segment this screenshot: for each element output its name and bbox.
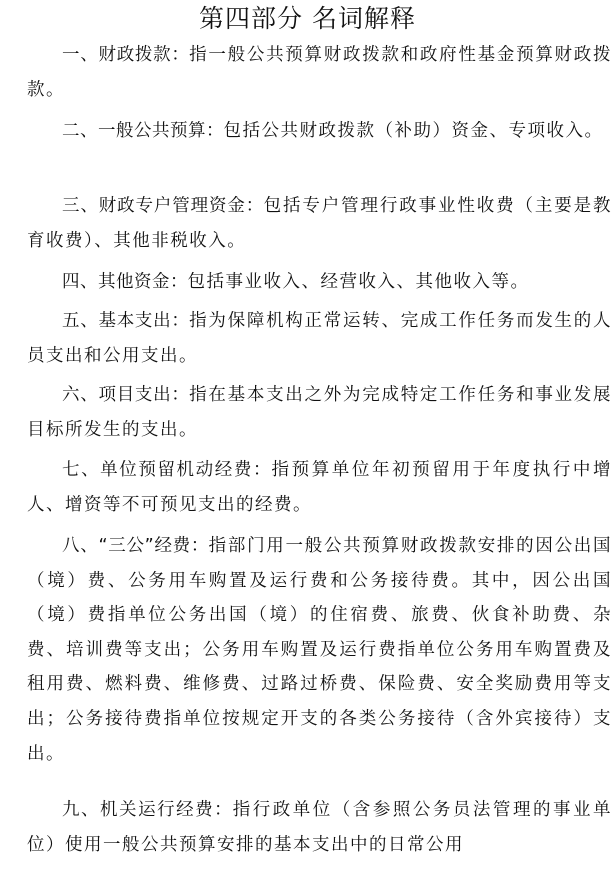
definition-entry-3 xyxy=(27,189,612,258)
entry-definition: 包括事业收入、经营收入、其他收入等。 xyxy=(187,272,530,292)
page-title: 第四部分 名词解释 xyxy=(199,4,416,33)
definition-entry-4 xyxy=(27,265,612,300)
entry-term: 八、“三公”经费 xyxy=(62,536,191,556)
entry-separator: ： xyxy=(171,45,190,65)
entry-separator: ： xyxy=(171,311,190,331)
definition-entry-1 xyxy=(27,38,612,107)
entry-term: 一、财政拨款 xyxy=(62,45,172,65)
definition-entry-6 xyxy=(27,378,612,447)
entry-separator: ： xyxy=(206,121,224,141)
entry-separator: ： xyxy=(170,272,188,292)
entry-separator: ： xyxy=(245,196,264,216)
entry-separator: ： xyxy=(252,460,272,480)
definition-entry-8 xyxy=(27,529,612,771)
entry-definition: 指为保障机构正常运转、完成工作任务而发生的人员支出和公用支出。 xyxy=(27,311,613,366)
definition-entry-5 xyxy=(27,304,612,373)
definition-entry-7 xyxy=(27,453,612,522)
definition-entry-9 xyxy=(27,793,612,862)
entry-separator: ： xyxy=(171,385,190,405)
entry-term: 五、基本支出 xyxy=(62,311,172,331)
definition-entry-2 xyxy=(27,114,612,149)
entry-separator: ： xyxy=(190,536,209,556)
entry-term: 三、财政专户管理资金 xyxy=(62,196,246,216)
entry-definition: 指部门用一般公共预算财政拨款安排的因公出国（境）费、公务用车购置及运行费和公务接待费。其中，因公出国（境）费指单位公务出国（境）的住宿费、旅费、伙食补助费、杂费、培训费等支出；公务用车购置及运行费指单位公务用车购置费及租用费、燃料费、维修费、过路过桥费、保险费、安全奖励费用等支出；公务接待费指单位按规定开支的各类公务接待（含外宾接待）支出。 xyxy=(27,536,613,764)
entry-term: 二、一般公共预算 xyxy=(62,121,206,141)
entry-definition: 指行政单位（含参照公务员法管理的事业单位）使用一般公共预算安排的基本支出中的日常公用 xyxy=(27,800,613,855)
entry-term: 七、单位预留机动经费 xyxy=(62,460,253,480)
entry-term: 六、项目支出 xyxy=(62,385,172,405)
entry-definition: 包括专户管理行政事业性收费（主要是教育收费）、其他非税收入。 xyxy=(27,196,612,251)
entry-term: 九、机关运行经费 xyxy=(62,800,215,820)
entry-definition: 指在基本支出之外为完成特定工作任务和事业发展目标所发生的支出。 xyxy=(27,385,613,440)
entry-separator: ： xyxy=(214,800,233,820)
entry-definition: 包括公共财政拨款（补助）资金、专项收入。 xyxy=(223,121,604,141)
entry-definition: 指预算单位年初预留用于年度执行中增人、增资等不可预见支出的经费。 xyxy=(27,460,613,515)
entry-term: 四、其他资金 xyxy=(62,272,170,292)
entry-definition: 指一般公共预算财政拨款和政府性基金预算财政拨款。 xyxy=(27,45,613,100)
